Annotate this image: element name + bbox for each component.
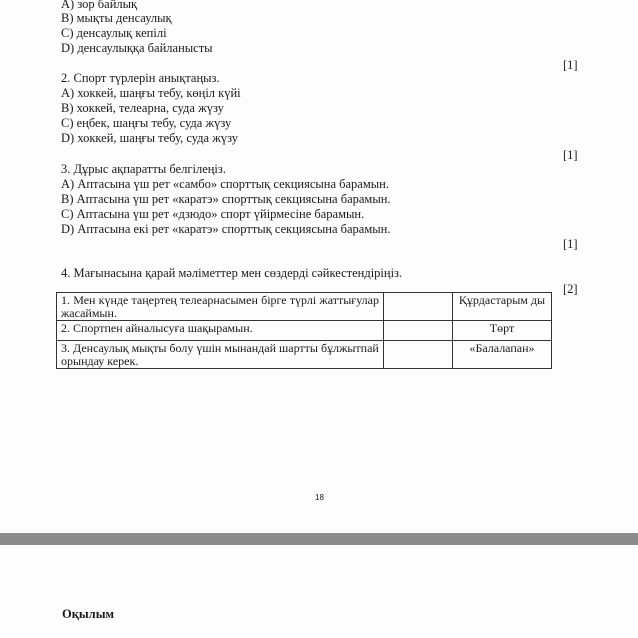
page-separator (0, 533, 638, 545)
q3-option-b: B) Аптасына үш рет «каратэ» спорттық секциясына барамын. (61, 192, 391, 206)
q3-option-d: D) Аптасына екі рет «каратэ» спорттық секциясына барамын. (61, 222, 391, 236)
q1-option-c: C) денсаулық кепілі (61, 26, 167, 40)
row-word: Төрт (453, 321, 552, 341)
answer-cell[interactable] (384, 321, 453, 341)
answer-cell[interactable] (384, 341, 453, 369)
q4-mark: [2] (563, 282, 578, 296)
q3-question: 3. Дұрыс ақпаратты белгілеңіз. (61, 162, 226, 176)
q2-option-b: B) хоккей, телеарна, суда жүзу (61, 101, 224, 115)
q1-option-b: B) мықты денсаулық (61, 11, 172, 25)
q2-question: 2. Спорт түрлерін анықтаңыз. (61, 71, 220, 85)
row-statement: 1. Мен күнде таңертең телеарнасымен бірге түрлі жаттығулар жасаймын. (57, 293, 384, 321)
section-heading: Оқылым (62, 607, 114, 621)
row-word: Құрдастарым ды (453, 293, 552, 321)
q2-option-c: C) еңбек, шаңғы тебу, суда жүзу (61, 116, 232, 130)
q2-option-d: D) хоккей, шаңғы тебу, суда жүзу (61, 131, 239, 145)
table-row (57, 293, 552, 321)
q3-mark: [1] (563, 237, 578, 251)
q1-mark: [1] (563, 58, 578, 72)
q1-option-d: D) денсаулыққа байланысты (61, 41, 213, 55)
q4-question: 4. Мағынасына қарай мәліметтер мен сөздерді сәйкестендіріңіз. (61, 266, 403, 280)
matching-table (56, 292, 552, 369)
answer-cell[interactable] (384, 293, 453, 321)
table-row (57, 321, 552, 341)
row-statement: 3. Денсаулық мықты болу үшін мынандай шартты бұлжытпай орындау керек. (57, 341, 384, 369)
q1-option-a: A) зор байлық (61, 0, 138, 11)
q3-option-c: C) Аптасына үш рет «дзюдо» спорт үйірмесіне барамын. (61, 207, 365, 221)
q2-option-a: A) хоккей, шаңғы тебу, көңіл күйі (61, 86, 241, 100)
next-page (0, 545, 638, 638)
row-statement: 2. Спортпен айналысуға шақырамын. (57, 321, 384, 341)
page-number: 18 (315, 493, 324, 502)
row-word: «Балалапан» (453, 341, 552, 369)
q3-option-a: A) Аптасына үш рет «самбо» спорттық секциясына барамын. (61, 177, 389, 191)
q2-mark: [1] (563, 148, 578, 162)
table-row (57, 341, 552, 369)
